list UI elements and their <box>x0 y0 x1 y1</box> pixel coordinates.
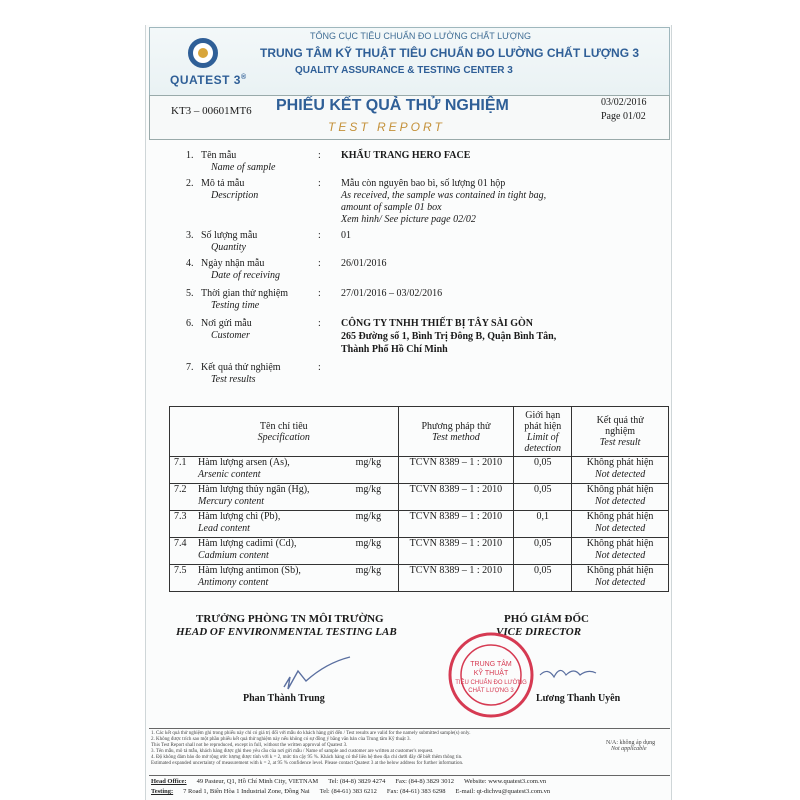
table-row: 7.1 Hàm lượng arsen (As), Arsenic content mg/kg TCVN 8389 – 1 : 2010 0,05 Không phát hiện Not detected <box>170 457 669 484</box>
table-row: 7.5 Hàm lượng antimon (Sb), Antimony content mg/kg TCVN 8389 – 1 : 2010 0,05 Không phát hiện Not detected <box>170 565 669 592</box>
left-signer-name: Phan Thành Trung <box>243 693 325 704</box>
method-header: Phương pháp thử Test method <box>398 407 514 457</box>
results-table <box>169 406 669 592</box>
report-date: 03/02/2016 <box>601 97 647 108</box>
report-title-vi: PHIẾU KẾT QUẢ THỬ NGHIỆM <box>276 97 509 114</box>
field-label-vi: Số lượng mẫu <box>201 230 258 241</box>
field-no: 7. <box>186 362 194 373</box>
field-sep: : <box>318 230 321 241</box>
svg-text:TRUNG TÂM: TRUNG TÂM <box>470 661 512 668</box>
field-label-vi: Tên mẫu <box>201 150 237 161</box>
footnote: 3. Tên mẫu, mô tả mẫu, khách hàng được ghi theo yêu cầu của nơi gửi mẫu / Name of sample and customer are written at customer's request. <box>151 749 434 754</box>
field-label-vi: Mô tả mẫu <box>201 178 245 189</box>
footer-divider <box>149 775 670 776</box>
table-row: 7.2 Hàm lượng thủy ngân (Hg), Mercury content mg/kg TCVN 8389 – 1 : 2010 0,05 Không phát hiện Not detected <box>170 484 669 511</box>
table-row: 7.3 Hàm lượng chì (Pb), Lead content mg/kg TCVN 8389 – 1 : 2010 0,1 Không phát hiện Not detected <box>170 511 669 538</box>
quatest-logo-icon <box>188 38 218 68</box>
report-title-en: TEST REPORT <box>328 120 445 134</box>
description-en2: amount of sample 01 box <box>341 202 442 213</box>
customer-address-1: 265 Đường số 1, Bình Trị Đông B, Quận Bình Tân, <box>341 331 557 342</box>
field-sep: : <box>318 150 321 161</box>
field-sep: : <box>318 258 321 269</box>
table-header-row <box>170 407 669 457</box>
field-label-en: Test results <box>211 374 256 385</box>
limit-header: Giới hạn phát hiện Limit of detection <box>514 407 572 457</box>
customer-name-value: CÔNG TY TNHH THIẾT BỊ TÂY SÀI GÒN <box>341 318 534 329</box>
left-signer-title-vi: TRƯỞNG PHÒNG TN MÔI TRƯỜNG <box>196 613 384 625</box>
footnote: 2. Không được trích sao một phần phiếu kết quả thử nghiệm này nếu không có sự đồng ý bằng văn bản của Trung tâm Kỹ thuật 3. <box>151 737 411 742</box>
field-sep: : <box>318 178 321 189</box>
result-header: Kết quả thử nghiệm Test result <box>572 407 669 457</box>
na-note-en: Not applicable <box>611 746 647 752</box>
right-signer-title-en: VICE DIRECTOR <box>496 626 582 638</box>
center-name-vi: TRUNG TÂM KỸ THUẬT TIÊU CHUẨN ĐO LƯỜNG CHẤT LƯỢNG 3 <box>260 46 640 60</box>
field-label-en: Date of receiving <box>211 270 281 281</box>
right-signer-title-vi: PHÓ GIÁM ĐỐC <box>504 613 589 625</box>
sample-name-value: KHẨU TRANG HERO FACE <box>341 150 471 161</box>
left-signer-title-en: HEAD OF ENVIRONMENTAL TESTING LAB <box>176 626 397 638</box>
spec-header: Tên chỉ tiêu Specification <box>170 407 399 457</box>
field-label-vi: Nơi gửi mẫu <box>201 318 252 329</box>
field-label-vi: Thời gian thử nghiệm <box>201 288 289 299</box>
right-margin <box>672 0 800 800</box>
field-label-en: Quantity <box>211 242 246 253</box>
testing-time-value: 27/01/2016 – 03/02/2016 <box>341 288 443 299</box>
footer-head-office: Head Office: 49 Pasteur, Q1, Hồ Chí Minh City, VIETNAM Tel: (84-8) 3829 4274 Fax: (84-8) 3829 3012 Website: www.quatest3.com.vn <box>151 778 547 785</box>
na-note: N/A: không áp dụng <box>606 740 656 746</box>
table-row: 7.4 Hàm lượng cadimi (Cd), Cadmium content mg/kg TCVN 8389 – 1 : 2010 0,05 Không phát hiện Not detected <box>170 538 669 565</box>
description-en1: As received, the sample was contained in tight bag, <box>341 190 547 201</box>
field-no: 2. <box>186 178 194 189</box>
logo-text: QUATEST 3® <box>170 73 247 87</box>
field-sep: : <box>318 362 321 373</box>
center-name-en: QUALITY ASSURANCE & TESTING CENTER 3 <box>295 65 513 76</box>
report-code: KT3 – 00601MT6 <box>171 105 252 117</box>
test-report-page <box>145 25 672 800</box>
svg-text:KỸ THUẬT: KỸ THUẬT <box>473 670 509 677</box>
svg-text:CHẤT LƯỢNG 3: CHẤT LƯỢNG 3 <box>468 688 514 694</box>
field-label-vi: Ngày nhận mẫu <box>201 258 265 269</box>
field-label-en: Customer <box>211 330 250 341</box>
field-no: 1. <box>186 150 194 161</box>
quantity-value: 01 <box>341 230 351 241</box>
official-stamp-icon <box>446 630 536 720</box>
field-sep: : <box>318 318 321 329</box>
field-label-en: Description <box>211 190 259 201</box>
customer-address-2: Thành Phố Hồ Chí Minh <box>341 344 448 355</box>
field-sep: : <box>318 288 321 299</box>
field-no: 5. <box>186 288 194 299</box>
left-signature-icon <box>276 653 356 693</box>
right-signature-icon <box>536 657 606 687</box>
field-label-en: Name of sample <box>211 162 276 173</box>
field-label-vi: Kết quả thử nghiệm <box>201 362 281 373</box>
field-label-en: Testing time <box>211 300 260 311</box>
footnote-divider <box>149 728 670 729</box>
field-no: 6. <box>186 318 194 329</box>
footnote: 4. Độ không đảm bảo đo mở rộng ước lượng được tính với k = 2, mức tin cậy 95 %. Khách hàng có thể liên hệ theo địa chỉ dưới đây để biết thêm thông tin. <box>151 755 463 760</box>
svg-text:TIÊU CHUẨN ĐO LƯỜNG: TIÊU CHUẨN ĐO LƯỜNG <box>455 680 527 686</box>
right-signer-name: Lương Thanh Uyên <box>536 693 621 704</box>
description-en3: Xem hình/ See picture page 02/02 <box>341 214 476 225</box>
receiving-date-value: 26/01/2016 <box>341 258 387 269</box>
description-value: Mẫu còn nguyên bao bì, số lượng 01 hộp <box>341 178 506 189</box>
field-no: 3. <box>186 230 194 241</box>
org-line: TỔNG CỤC TIÊU CHUẨN ĐO LƯỜNG CHẤT LƯỢNG <box>310 31 531 41</box>
field-no: 4. <box>186 258 194 269</box>
footnote: This Test Report shall not be reproduced, except in full, without the written approval of Quatest 3. <box>151 743 348 748</box>
footnote: 1. Các kết quả thử nghiệm ghi trong phiếu này chỉ có giá trị đối với mẫu do khách hàng gửi đến / Test results are valid for the namely submitted sample(s) only. <box>151 731 471 736</box>
footer-testing: Testing: 7 Road 1, Biên Hòa 1 Industrial Zone, Đồng Nai Tel: (84-61) 383 6212 Fax: (84-61) 383 6298 E-mail: qt-dichvu@quatest3.com.vn <box>151 788 551 795</box>
report-page: Page 01/02 <box>601 111 646 122</box>
footnote: Estimated expanded uncertainty of measurement with k = 2, at 95 % confidence level. Please contact Quatest 3 at the below address for further information. <box>151 761 464 766</box>
